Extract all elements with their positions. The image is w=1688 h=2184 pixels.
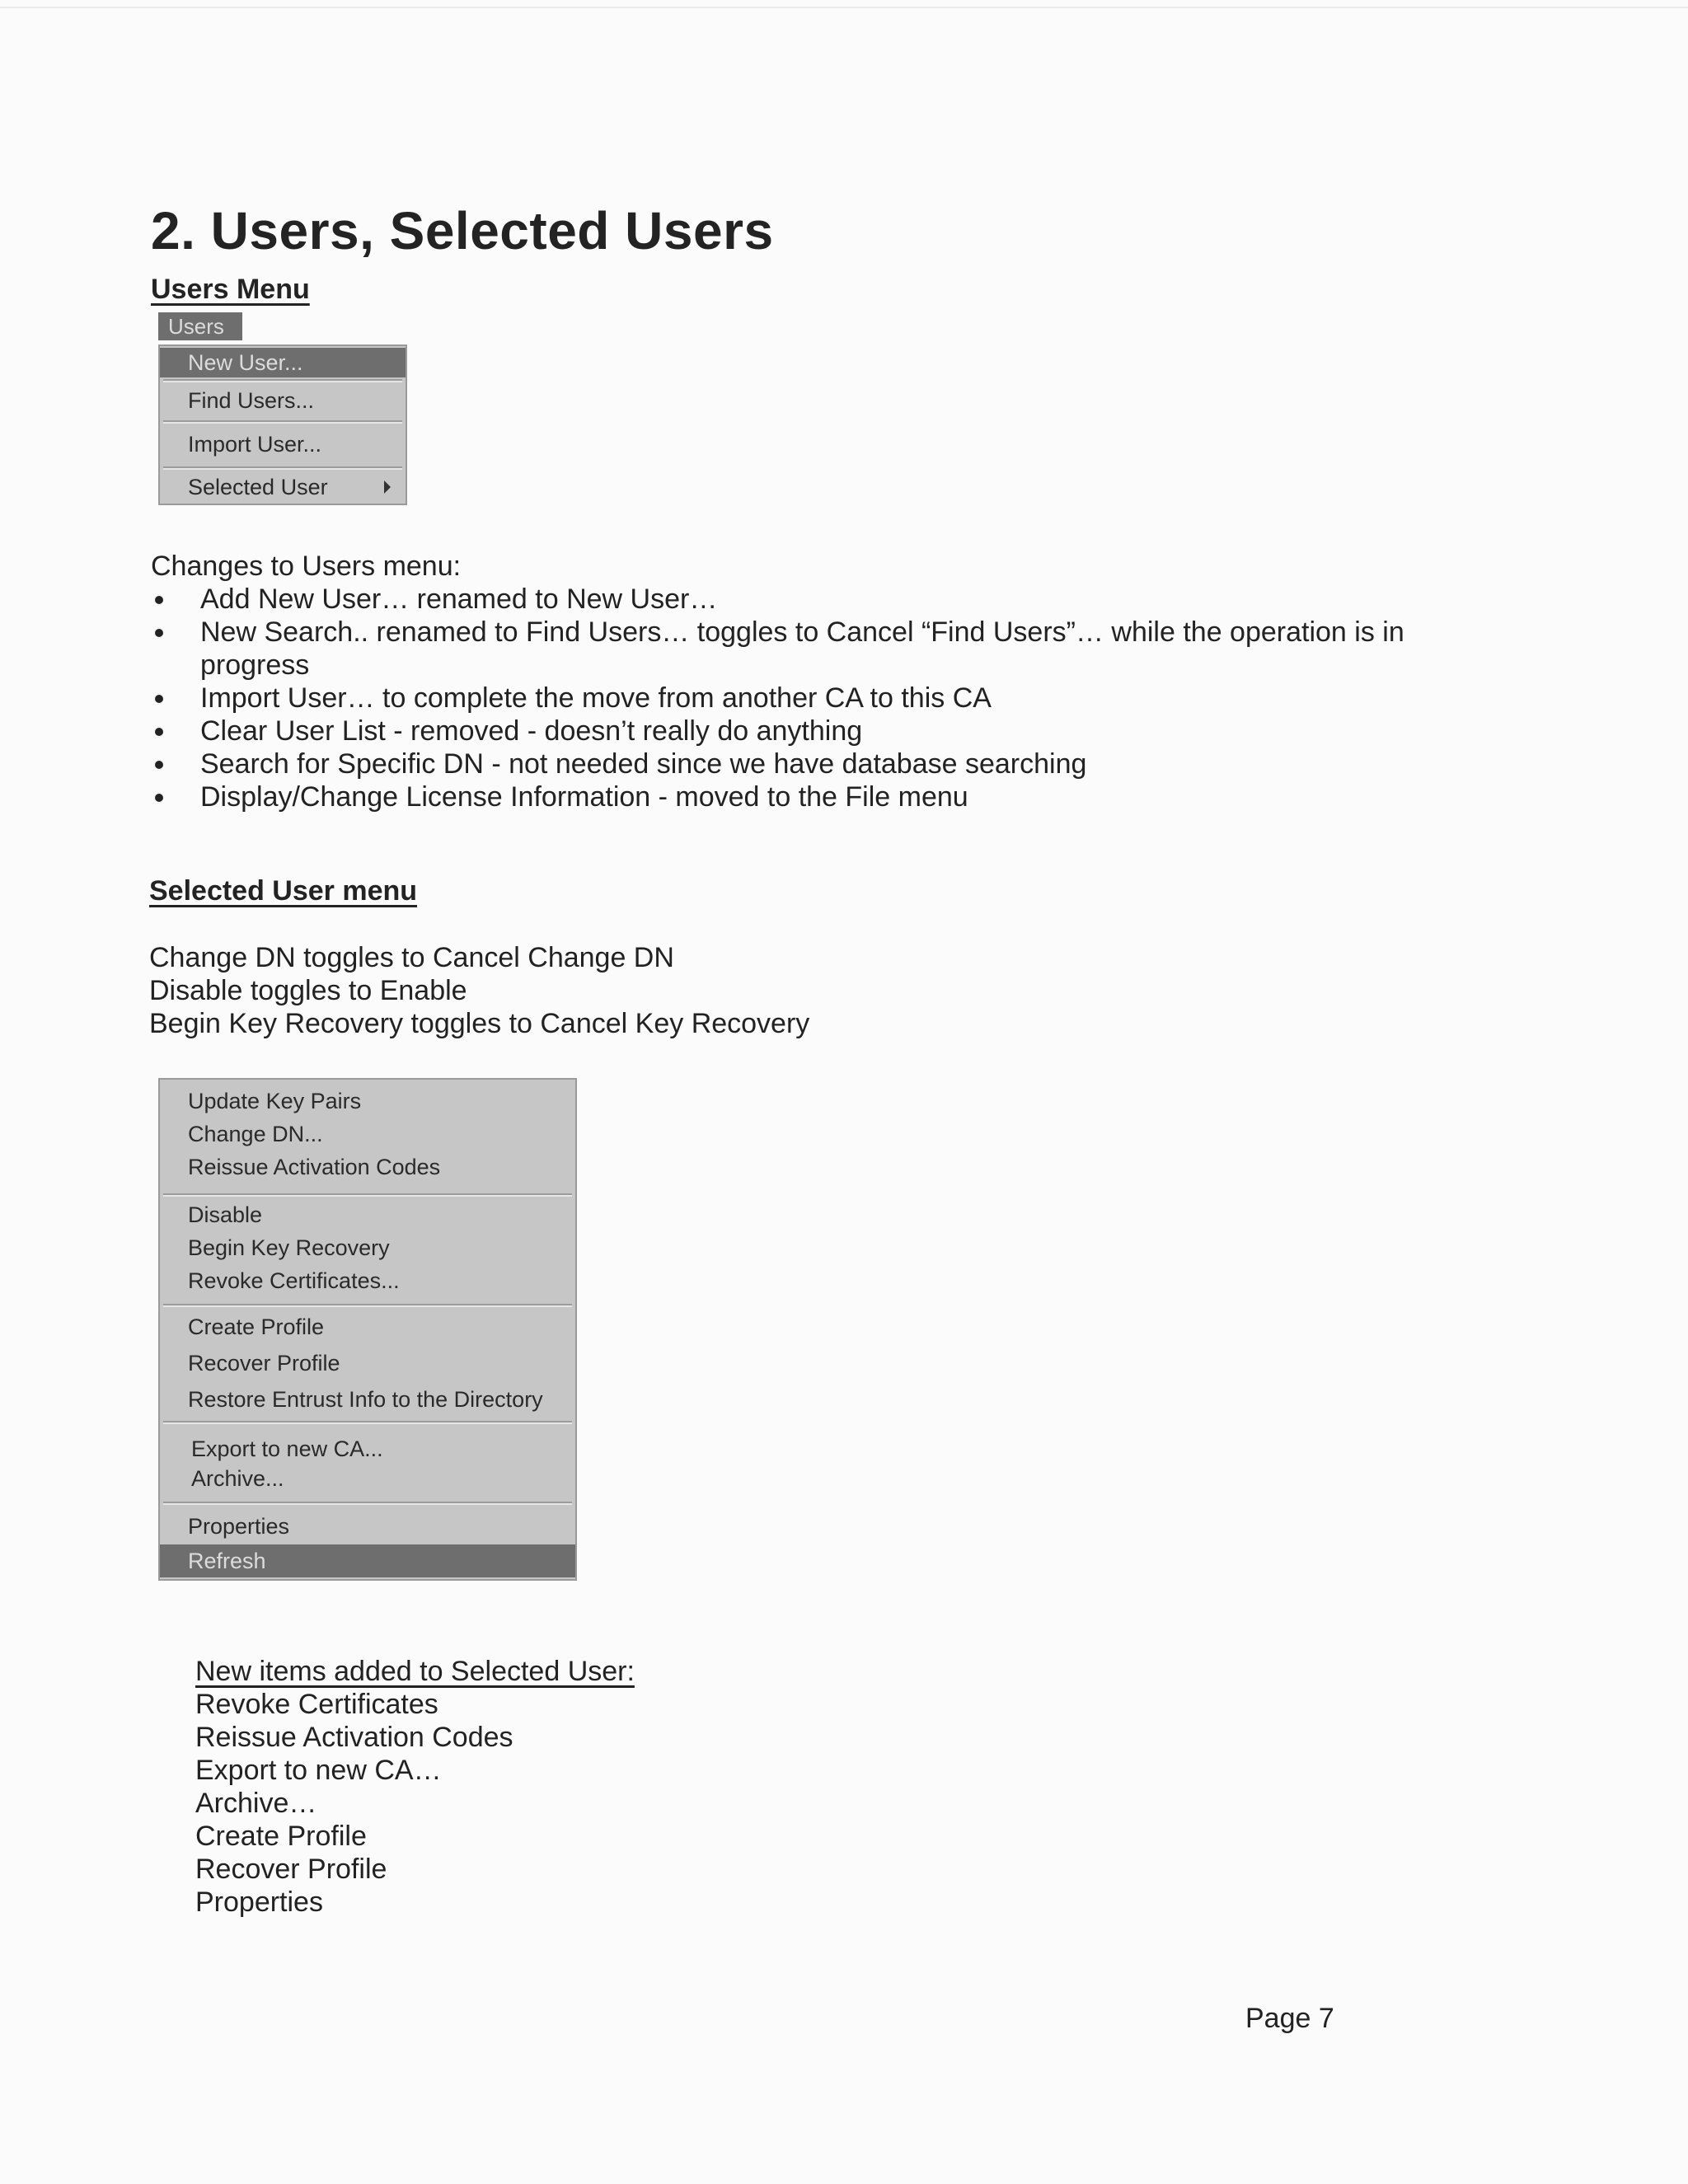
menu-separator <box>163 1502 572 1505</box>
list-item: Add New User… renamed to New User… <box>151 583 1437 616</box>
menu-item-revoke-certificates[interactable]: Revoke Certificates... <box>188 1268 400 1293</box>
users-menu-heading: Users Menu <box>151 274 310 305</box>
menu-item-disable[interactable]: Disable <box>188 1202 263 1227</box>
list-item: Import User… to complete the move from another CA to this CA <box>151 682 1437 715</box>
menu-item-change-dn[interactable]: Change DN... <box>188 1122 323 1146</box>
menu-separator <box>163 1304 572 1307</box>
list-item: Revoke Certificates <box>195 1689 438 1720</box>
toggle-note: Change DN toggles to Cancel Change DN <box>149 942 674 973</box>
changes-list <box>151 583 1437 813</box>
selected-user-menu <box>158 1078 577 1581</box>
menu-item-begin-key-recovery[interactable]: Begin Key Recovery <box>188 1235 390 1260</box>
list-item: Clear User List - removed - doesn’t really do anything <box>151 715 1437 748</box>
new-items-block <box>195 1655 635 1919</box>
list-item: Search for Specific DN - not needed since we have database searching <box>151 748 1437 780</box>
menu-item-selected-user[interactable] <box>160 470 406 504</box>
toggle-note: Disable toggles to Enable <box>149 975 467 1006</box>
submenu-arrow-icon <box>384 480 391 494</box>
menu-item-create-profile[interactable]: Create Profile <box>188 1315 325 1339</box>
changes-intro: Changes to Users menu: <box>151 551 462 582</box>
menu-item-properties[interactable]: Properties <box>188 1514 290 1539</box>
list-item: New Search.. renamed to Find Users… toggles to Cancel “Find Users”… while the operation is in progress <box>151 616 1437 682</box>
page-number: Page 7 <box>1245 2003 1334 2034</box>
list-item: Archive… <box>195 1788 317 1819</box>
menu-item-update-key-pairs[interactable]: Update Key Pairs <box>188 1089 362 1113</box>
list-item: Display/Change License Information - moved to the File menu <box>151 780 1437 813</box>
menu-item-reissue-activation-codes[interactable]: Reissue Activation Codes <box>188 1155 441 1179</box>
page-title: 2. Users, Selected Users <box>151 201 774 260</box>
menu-item-recover-profile[interactable]: Recover Profile <box>188 1351 340 1376</box>
menu-item-export-to-new-ca[interactable]: Export to new CA... <box>191 1436 383 1461</box>
toggle-notes <box>149 941 809 1040</box>
list-item: Properties <box>195 1886 323 1918</box>
menu-item-selected-user-label: Selected User <box>188 475 328 499</box>
list-item: Create Profile <box>195 1821 367 1852</box>
scan-edge-line <box>0 7 1688 8</box>
menu-item-archive[interactable]: Archive... <box>191 1466 284 1491</box>
menu-item-refresh[interactable]: Refresh <box>160 1544 575 1577</box>
list-item: Reissue Activation Codes <box>195 1722 513 1753</box>
list-item: Recover Profile <box>195 1854 387 1885</box>
menu-item-find-users[interactable]: Find Users... <box>188 388 315 413</box>
users-menubar-item[interactable]: Users <box>158 312 242 340</box>
users-dropdown-menu <box>158 344 407 505</box>
menu-separator <box>163 1193 572 1197</box>
menu-item-import-user[interactable]: Import User... <box>188 432 322 457</box>
list-item: Export to new CA… <box>195 1755 442 1786</box>
new-items-title: New items added to Selected User: <box>195 1656 635 1687</box>
menu-separator <box>163 1421 572 1424</box>
menu-item-restore-entrust-info[interactable]: Restore Entrust Info to the Directory <box>188 1387 543 1412</box>
selected-user-menu-heading: Selected User menu <box>149 875 418 907</box>
toggle-note: Begin Key Recovery toggles to Cancel Key Recovery <box>149 1008 810 1039</box>
menu-item-new-user[interactable]: New User... <box>160 348 406 377</box>
